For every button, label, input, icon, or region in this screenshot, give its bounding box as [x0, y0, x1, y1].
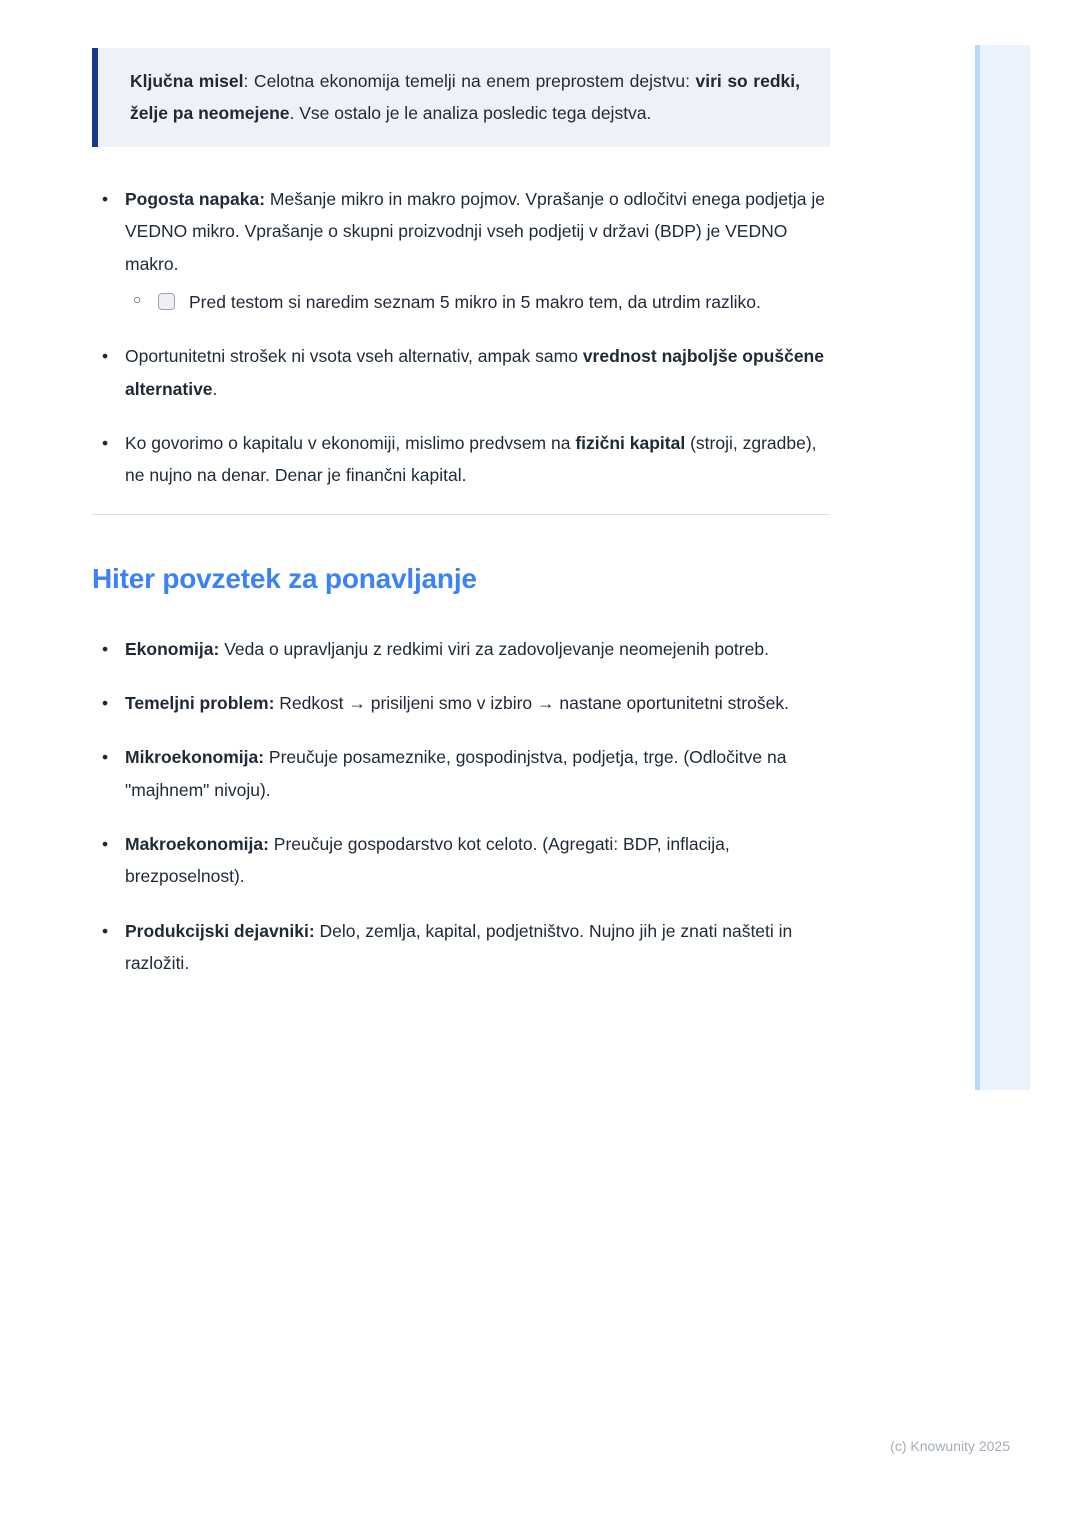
document-content — [92, 48, 830, 1002]
list-item-temeljni-problem — [92, 687, 830, 719]
list-item-makroekonomija — [92, 828, 830, 893]
list-item-common-mistake — [92, 183, 830, 319]
section-heading: Hiter povzetek za ponavljanje — [92, 562, 477, 594]
list-item-produkcijski-dejavniki — [92, 915, 830, 980]
callout-text: Ključna misel: Celotna ekonomija temelji na enem preprostem dejstvu: viri so redki, želje pa neomejene. Vse ostalo je le analiza posledic tega dejstva. — [130, 71, 800, 124]
list-item-text: Produkcijski dejavniki: Delo, zemlja, kapital, podjetništvo. Nujno jih je znati našteti in razložiti. — [125, 920, 793, 974]
key-idea-callout — [92, 48, 830, 147]
list-item-text: Ekonomija: Veda o upravljanju z redkimi viri za zadovoljevanje neomejenih potreb. — [125, 638, 769, 659]
list-item-capital — [92, 427, 830, 492]
list-item-mikroekonomija — [92, 741, 830, 806]
list-item-text: Ko govorimo o kapitalu v ekonomiji, mislimo predvsem na fizični kapital (stroji, zgradbe), ne nujno na denar. Denar je finančni kapital. — [125, 433, 817, 486]
sub-list-item-text: Pred testom si naredim seznam 5 mikro in 5 makro tem, da utrdim razliko. — [189, 291, 761, 312]
sub-list — [125, 286, 830, 318]
list-item-text: Oportunitetni strošek ni vsota vseh alternativ, ampak samo vrednost najboljše opuščene alternative. — [125, 346, 824, 399]
list-item-text: Temeljni problem: Redkost → prisiljeni smo v izbiro → nastane oportunitetni strošek. — [125, 692, 789, 713]
right-margin-strip-edge — [975, 45, 980, 1090]
sub-list-item-todo — [125, 286, 830, 318]
right-margin-strip — [975, 45, 1030, 1090]
section-divider — [92, 514, 830, 515]
todo-checkbox[interactable] — [158, 293, 175, 310]
list-item-text: Pogosta napaka: Mešanje mikro in makro pojmov. Vprašanje o odločitvi enega podjetja je VEDNO mikro. Vprašanje o skupni proizvodnji vseh podjetij v državi (BDP) je VEDNO makro. — [125, 188, 826, 274]
notes-list — [92, 183, 830, 492]
copyright-notice: (c) Knowunity 2025 — [890, 1438, 1010, 1454]
summary-list — [92, 633, 830, 980]
list-item-ekonomija — [92, 633, 830, 665]
list-item-text: Makroekonomija: Preučuje gospodarstvo kot celoto. (Agregati: BDP, inflacija, brezposelnost). — [125, 834, 730, 887]
list-item-opportunity-cost — [92, 340, 830, 405]
list-item-text: Mikroekonomija: Preučuje posameznike, gospodinjstva, podjetja, trge. (Odločitve na "majhnem" nivoju). — [125, 747, 787, 800]
